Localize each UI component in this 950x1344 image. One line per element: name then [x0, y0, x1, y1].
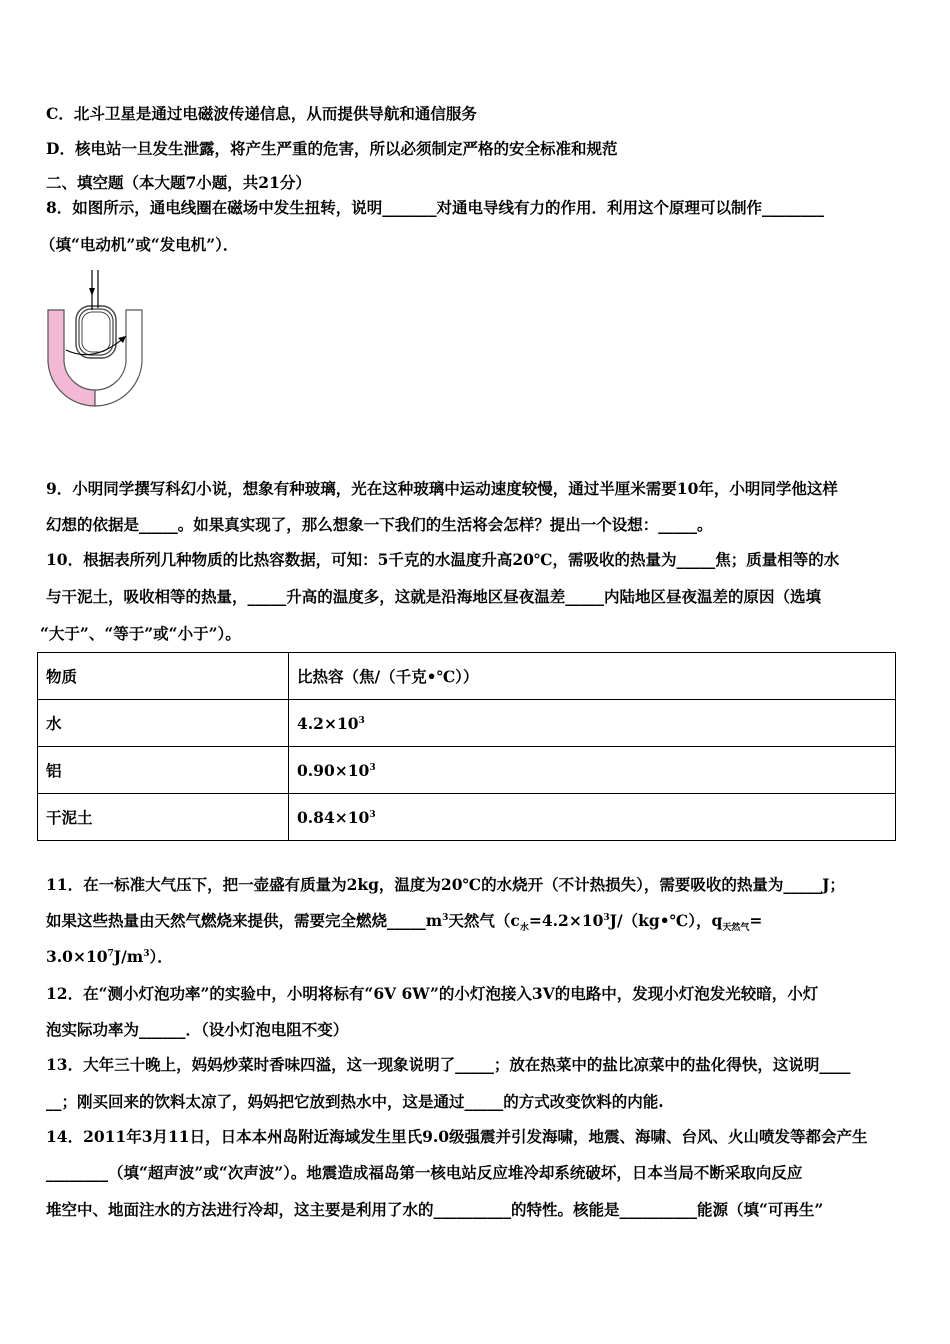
value-cell: $0.84\times 10^3$ [289, 794, 896, 841]
substance-cell: 干泥土 [38, 794, 289, 841]
substance-cell: 铝 [38, 747, 289, 794]
question-10-line-1: 10．根据表所列几种物质的比热容数据，可知：5千克的水温度升高20℃，需吸收的热量为_____焦；质量相等的水 [46, 550, 840, 569]
question-8-line-2: （填“电动机”或“发电机”）． [40, 235, 239, 254]
question-11-line-1: 11．在一标准大气压下，把一壶盛有质量为2kg，温度为20℃的水烧开（不计热损失），需要吸收的热量为_____J； [46, 875, 845, 894]
question-12-line-2: 泡实际功率为______．（设小灯泡电阻不变） [46, 1020, 349, 1039]
header-substance: 物质 [38, 653, 289, 700]
question-13-line-1: 13．大年三十晚上，妈妈炒菜时香味四溢，这一现象说明了_____；放在热菜中的盐比凉菜中的盐化得快，这说明____ [46, 1055, 851, 1074]
question-11-line-3: $3.0\times 10^7J/m^3$）． [46, 947, 173, 966]
table-row [38, 747, 896, 794]
question-9-line-2: 幻想的依据是_____。如果真实现了，那么想象一下我们的生活将会怎样？提出一个设想：_____。 [46, 515, 713, 534]
header-specific-heat: 比热容（焦/（千克•℃）） [289, 653, 896, 700]
value-cell: $4.2\times 10^3$ [289, 700, 896, 747]
coil-in-magnet-figure [40, 262, 160, 412]
question-11-line-2: 如果这些热量由天然气燃烧来提供，需要完全燃烧$\_\_\_\_\_m^3$天然气（$c_水=4.2\times 10^3J/(kg•℃)$，$q_{天然气}=$ [46, 911, 763, 934]
option-c: C．北斗卫星是通过电磁波传递信息，从而提供导航和通信服务 [46, 104, 477, 123]
table-header-row [38, 653, 896, 700]
question-8-line-1: 8．如图所示，通电线圈在磁场中发生扭转，说明_______对通电导线有力的作用．利用这个原理可以制作________ [46, 198, 825, 217]
specific-heat-table [37, 652, 896, 841]
question-14-line-3: 堆空中、地面注水的方法进行冷却，这主要是利用了水的__________的特性。核能是__________能源（填“可再生” [46, 1200, 824, 1219]
option-d: D．核电站一旦发生泄露，将产生严重的危害，所以必须制定严格的安全标准和规范 [46, 139, 618, 158]
question-14-line-1: 14．2011年3月11日，日本本州岛附近海域发生里氏9.0级强震并引发海啸，地震、海啸、台风、火山喷发等都会产生 [46, 1127, 868, 1146]
table-row [38, 794, 896, 841]
question-13-line-2: __；刚买回来的饮料太凉了，妈妈把它放到热水中，这是通过_____的方式改变饮料的内能. [46, 1092, 664, 1111]
question-14-line-2: ________（填“超声波”或“次声波”）。地震造成福岛第一核电站反应堆冷却系统破坏，日本当局不断采取向反应 [46, 1163, 803, 1182]
value-cell: $0.90\times 10^3$ [289, 747, 896, 794]
question-10-line-2: 与干泥土，吸收相等的热量，_____升高的温度多，这就是沿海地区昼夜温差_____内陆地区昼夜温差的原因（选填 [46, 587, 822, 606]
question-12-line-1: 12．在“测小灯泡功率”的实验中，小明将标有“6V 6W”的小灯泡接入3V的电路中，发现小灯泡发光较暗，小灯 [46, 984, 819, 1003]
section-heading: 二、填空题（本大题7小题，共21分） [46, 173, 311, 192]
question-9-line-1: 9．小明同学撰写科幻小说，想象有种玻璃，光在这种玻璃中运动速度较慢，通过半厘米需要10年，小明同学他这样 [46, 479, 838, 498]
question-10-line-3: “大于”、“等于”或“小于”）。 [40, 624, 241, 643]
table-row [38, 700, 896, 747]
substance-cell: 水 [38, 700, 289, 747]
